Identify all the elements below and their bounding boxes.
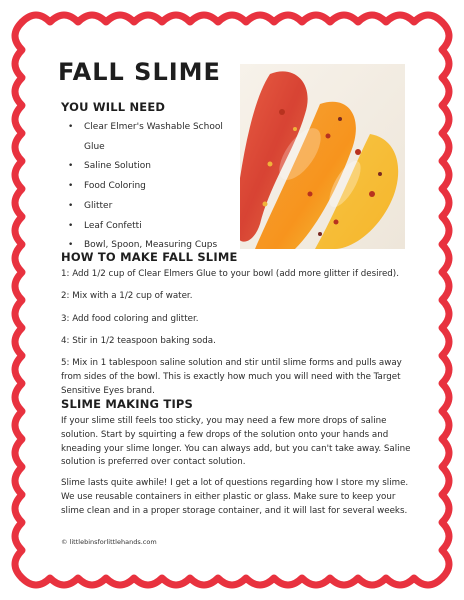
list-item: • Glitter <box>62 197 242 217</box>
step-4: 4: Stir in 1/2 teaspoon baking soda. <box>61 335 216 346</box>
step-3: 3: Add food coloring and glitter. <box>61 313 199 324</box>
page-title: FALL SLIME <box>58 58 221 86</box>
list-item: • Clear Elmer's Washable School Glue <box>62 118 242 157</box>
step-1: 1: Add 1/2 cup of Clear Elmers Glue to your bowl (add more glitter if desired). <box>61 269 399 279</box>
step-2: 2: Mix with a 1/2 cup of water. <box>61 291 193 302</box>
you-will-need-heading: YOU WILL NEED <box>61 100 166 114</box>
slime-photo <box>240 64 405 249</box>
step-5: 5: Mix in 1 tablespoon saline solution and stir until slime forms and pulls away from sides of the bowl. This is exactly how much you will need with the Target Sensitive Eyes brand. <box>61 358 402 396</box>
list-item: • Saline Solution <box>62 157 242 177</box>
list-item: • Leaf Confetti <box>62 217 242 237</box>
tips-section <box>61 415 411 526</box>
copyright: © littlebinsforlittlehands.com <box>61 538 157 546</box>
tip-paragraph: If your slime still feels too sticky, you may need a few more drops of saline solution. Start by squirting a few drops of the solution onto your hands and kneading your slime longer. You can always add, but you can't take away. Saline solution is preferred over contact solution. <box>61 416 411 468</box>
instructions <box>61 268 411 407</box>
supplies-list <box>62 118 242 256</box>
how-to-heading: HOW TO MAKE FALL SLIME <box>61 250 238 264</box>
tips-heading: SLIME MAKING TIPS <box>61 397 194 411</box>
list-item: • Bowl, Spoon, Measuring Cups <box>62 236 242 256</box>
tip-paragraph: Slime lasts quite awhile! I get a lot of questions regarding how I store my slime. We use reusable containers in either plastic or glass. Make sure to keep your slime clean and in a proper storage container, and it will last for several weeks. <box>61 478 409 516</box>
list-item: • Food Coloring <box>62 177 242 197</box>
